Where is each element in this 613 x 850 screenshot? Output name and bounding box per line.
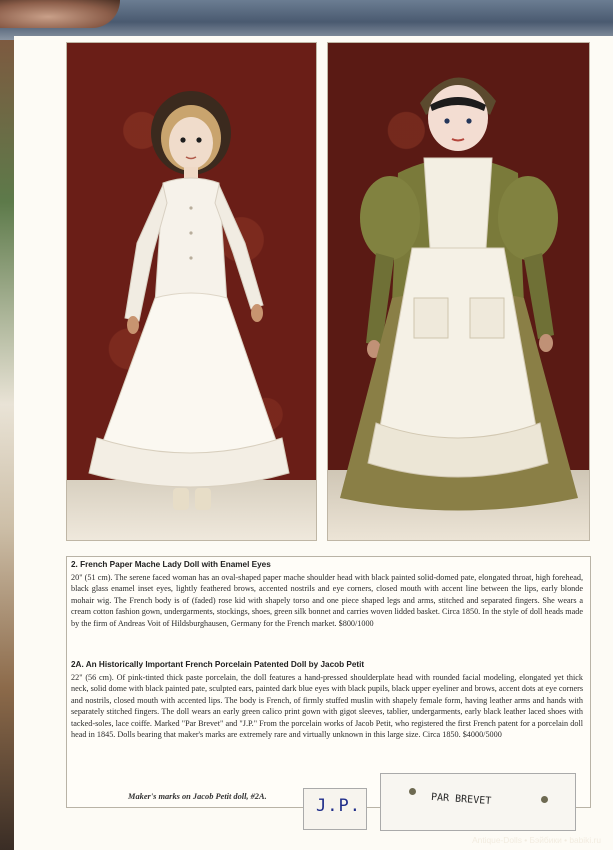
- lot-title: 2. French Paper Mache Lady Doll with Enamel Eyes: [71, 560, 271, 569]
- lot-title: 2A. An Historically Important French Porcelain Patented Doll by Jacob Petit: [71, 660, 365, 669]
- doll-figure-green-calico: [328, 43, 589, 540]
- doll-photo-paper-mache: [66, 42, 317, 541]
- makers-mark-jp-stamp: [303, 788, 367, 830]
- brevet-text: PAR BREVET: [430, 791, 492, 808]
- adjacent-page-strip: [0, 40, 14, 850]
- thumb-photo-fragment: [0, 0, 120, 28]
- lot-description-box: [66, 556, 591, 808]
- makers-marks-caption: Maker's marks on Jacob Petit doll, #2A.: [128, 792, 267, 801]
- lot-description: 22" (56 cm). Of pink-tinted thick paste porcelain, the doll features a hand-pressed shoulderplate head with rounded facial modeling, elongated yet thick neck, solid dome with black painted pate, sculpted ears, painted dark blue eyes with black pupils, black upper eyeliner and brows, accent dots at eye corners and nostrils, closed mouth with accented lips. The body is French, of firmly stuffed muslin with shapely female form, having leather arms and hands with separately stitched fingers. The doll wears an early green calico print gown with gigot sleeves, tablier, undergarments, early black leather laced shoes with tacked-soles, lace coiffe. Marked "Par Brevet" and "J.P." From the porcelain works of Jacob Petit, who registered the first French patent for a porcelain doll head in 1845. Dolls bearing that maker's marks are extremely rare and virtually unknown in this large size. Circa 1850. $4000/5000: [71, 673, 583, 740]
- stamp-text: J.P.: [316, 796, 361, 816]
- site-watermark: Antique-Dolls • Бэйбики • babiki.ru: [472, 835, 601, 845]
- page-top-edge: [0, 0, 613, 40]
- mark-dot: [541, 796, 548, 803]
- lot-entry-2: [71, 559, 583, 629]
- mark-dot: [409, 788, 416, 795]
- lot-entry-2a: [71, 659, 583, 740]
- doll-figure-cream-gown: [67, 43, 316, 540]
- doll-photo-jacob-petit: [327, 42, 590, 541]
- lot-description: 20" (51 cm). The serene faced woman has an oval-shaped paper mache shoulder head with black painted solid-domed pate, elongated throat, high forehead, black glass enamel inset eyes, lightly feathered brows, accented nostrils and eye corners, closed mouth with accent line between the lips, early blonde mohair wig. The French body is of (faded) rose kid with shapely torso and one piece shaped legs and arms, stitched and separated fingers. She wears a cream cotton fashion gown, undergarments, stockings, shoes, green silk bonnet and carries woven lidded basket. Circa 1850. In the style of doll heads made by the firm of Andreas Voit of Hildsburghausen, Germany for the French market. $800/1000: [71, 573, 583, 628]
- makers-mark-par-brevet: [380, 773, 576, 831]
